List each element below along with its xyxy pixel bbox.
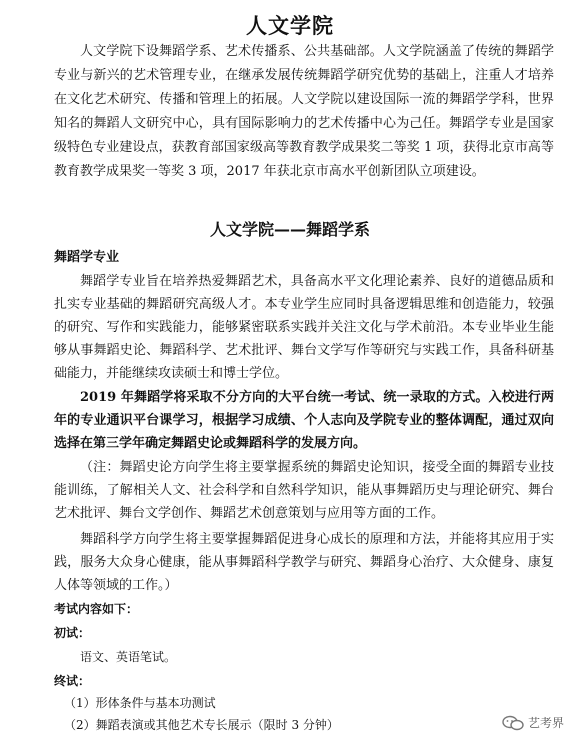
watermark (502, 714, 564, 731)
prelim-item: 语文、英语笔试。 (80, 650, 177, 664)
watermark-text: 艺考界 (527, 716, 564, 730)
section-title: 人文学院——舞蹈学系 (209, 220, 370, 239)
admission-paragraph: 2019 年舞蹈学将采取不分方向的大平台统一考试、统一录取的方式。入校进行两年的专业通识平台课学习，根据学习成绩、个人志向及学院专业的整体调配，通过双向选择在第三学年确定舞蹈史论或舞蹈科学的发展方向。 (54, 390, 554, 451)
note-history-theory: （注：舞蹈史论方向学生将主要掌握系统的舞蹈史论知识，接受全面的舞蹈专业技能训练，了解相关人文、社会科学和自然科学知识，能从事舞蹈历史与理论研究、舞台艺术批评、舞台文学创作、舞蹈艺术创意策划与应用等方面的工作。 (54, 460, 554, 521)
page-title: 人文学院 (246, 14, 334, 38)
note-dance-science: 舞蹈科学方向学生将主要掌握舞蹈促进身心成长的原理和方法，并能将其应用于实践，服务大众身心健康，能从事舞蹈科学教学与研究、舞蹈身心治疗、大众健身、康复人体等领域的工作。） (54, 532, 554, 593)
major-title: 舞蹈学专业 (54, 250, 120, 265)
final-label: 终试： (54, 674, 91, 688)
final-item: （2）舞蹈表演或其他艺术专长展示（限时 3 分钟） (64, 718, 339, 732)
major-description: 舞蹈学专业旨在培养热爱舞蹈艺术，具备高水平文化理论素养、良好的道德品质和扎实专业基础的舞蹈研究高级人才。本专业学生应同时具备逻辑思维和创造能力，较强的研究、写作和实践能力，能够紧密联系实践并关注文化与学术前沿。本专业毕业生能够从事舞蹈史论、舞蹈科学、艺术批评、舞台文学写作等研究与实践工作，具备科研基础能力，并能继续攻读硕士和博士学位。 (54, 274, 554, 381)
wechat-icon (502, 715, 524, 731)
prelim-label: 初试： (54, 626, 91, 640)
exam-content-label: 考试内容如下： (54, 602, 139, 616)
intro-paragraph: 人文学院下设舞蹈学系、艺术传播系、公共基础部。人文学院涵盖了传统的舞蹈学专业与新兴的艺术管理专业，在继承发展传统舞蹈学研究优势的基础上，注重人才培养在文化艺术研究、传播和管理上的拓展。人文学院以建设国际一流的舞蹈学学科，世界知名的舞蹈人文研究中心，具有国际影响力的艺术传播中心为己任。舞蹈学专业是国家级特色专业建设点，获教育部国家级高等教育教学成果奖二等奖 1 项，获得北京市高等教育教学成果奖一等奖 3 项，2017 年获北京市高水平创新团队立项建设。 (54, 44, 554, 179)
final-item: （1）形体条件与基本功测试 (64, 696, 216, 710)
